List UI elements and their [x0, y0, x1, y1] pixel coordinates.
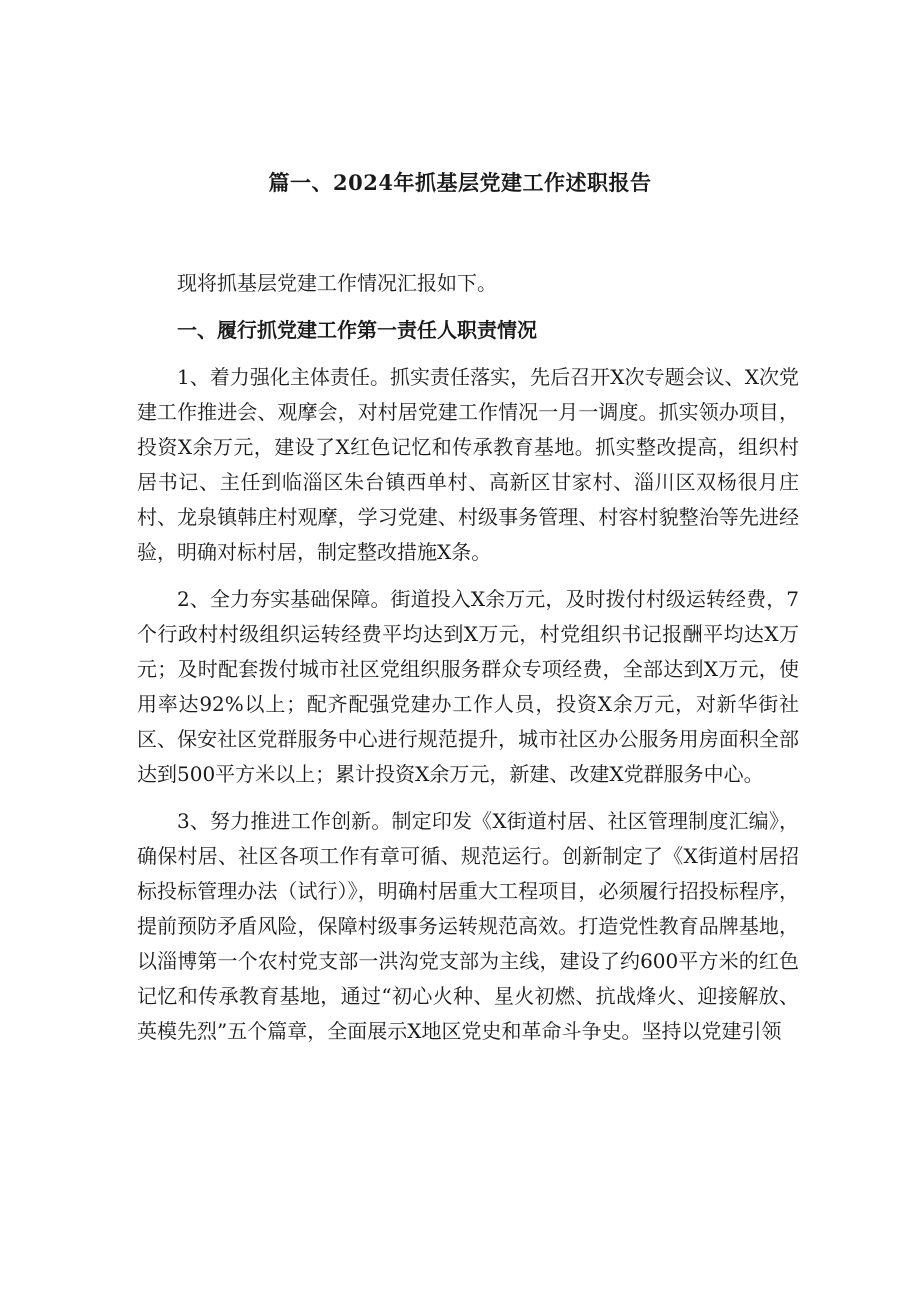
paragraph-1: 1、着力强化主体责任。抓实责任落实，先后召开X次专题会议、X次党建工作推进会、观摩会，对村居党建工作情况一月一调度。抓实领办项目，投资X余万元，建设了X红色记忆和传承教育基地。抓实整改提高，组织村居书记、主任到临淄区朱台镇西单村、高新区甘家村、淄川区双杨很月庄村、龙泉镇韩庄村观摩，学习党建、村级事务管理、村容村貌整治等先进经验，明确对标村居，制定整改措施X条。: [137, 365, 799, 564]
paragraph-2: 2、全力夯实基础保障。街道投入X余万元，及时拨付村级运转经费，7个行政村村级组织运转经费平均达到X万元，村党组织书记报酬平均达X万元；及时配套拨付城市社区党组织服务群众专项经费，全部达到X万元，使用率达92%以上；配齐配强党建办工作人员，投资X余万元，对新华街社区、保安社区党群服务中心进行规范提升，城市社区办公服务用房面积全部达到500平方米以上；累计投资X余万元，新建、改建X党群服务中心。: [137, 587, 799, 786]
intro-paragraph: 现将抓基层党建工作情况汇报如下。: [177, 271, 497, 295]
document-title: 篇一、2024年抓基层党建工作述职报告: [268, 170, 652, 195]
section-heading: 一、履行抓党建工作第一责任人职责情况: [177, 318, 537, 342]
paragraph-3: 3、努力推进工作创新。制定印发《X街道村居、社区管理制度汇编》，确保村居、社区各项工作有章可循、规范运行。创新制定了《X街道村居招标投标管理办法（试行）》，明确村居重大工程项目，必须履行招投标程序，提前预防矛盾风险，保障村级事务运转规范高效。打造党性教育品牌基地，以淄博第一个农村党支部一洪沟党支部为主线，建设了约600平方米的红色记忆和传承教育基地，通过“初心火种、星火初燃、抗战烽火、迎接解放、英模先烈”五个篇章，全面展示X地区党史和革命斗争史。坚持以党建引领: [137, 809, 799, 1043]
document-body: [137, 266, 799, 1049]
